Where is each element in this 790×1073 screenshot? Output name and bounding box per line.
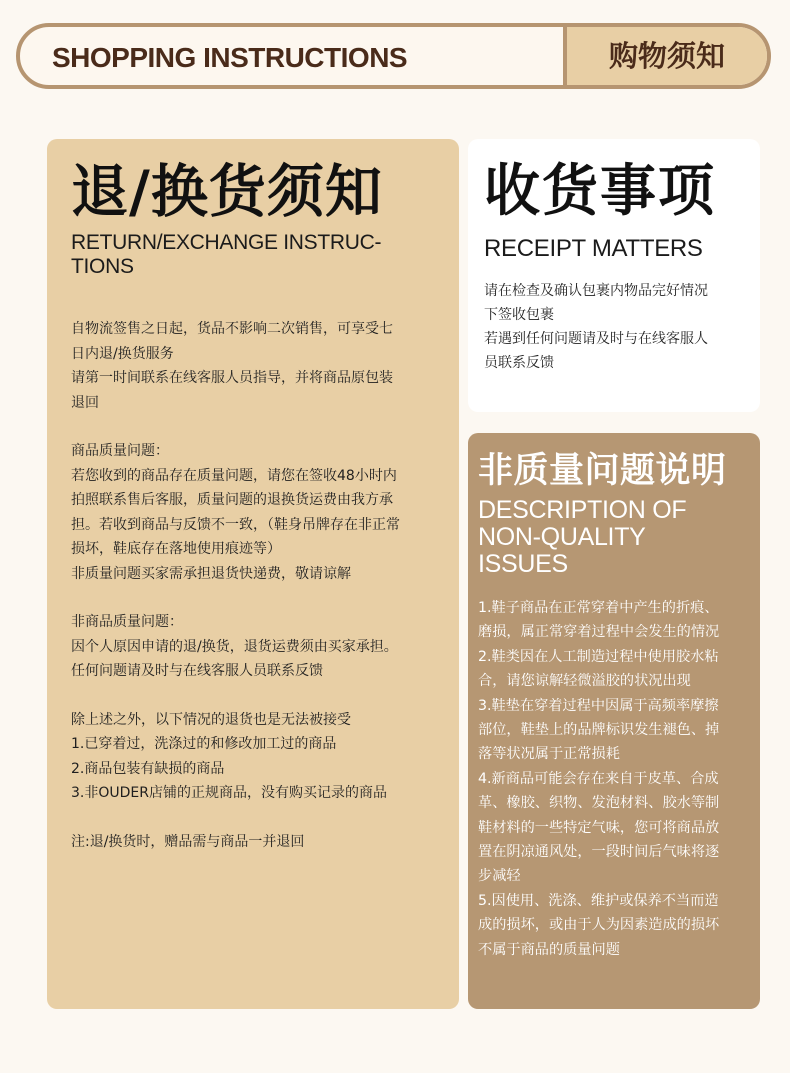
receipt-body: [484, 279, 746, 375]
policy-line: 1.已穿着过，洗涤过的和修改加工过的商品: [71, 736, 337, 752]
non-quality-line: 1.鞋子商品在正常穿着中产生的折痕、: [478, 600, 719, 616]
non-quality-line: 鞋材料的一些特定气味，您可将商品放: [478, 819, 720, 836]
policy-line: 若您收到的商品存在质量问题，请您在签收48小时内: [71, 467, 397, 484]
receipt-title-en: RECEIPT MATTERS: [484, 235, 703, 262]
return-exchange-card: [47, 139, 459, 1009]
non-quality-line: 革、橡胶、织物、发泡材料、胶水等制: [478, 795, 720, 812]
policy-line: 因个人原因申请的退/换货，退货运费须由买家承担。: [71, 638, 398, 655]
policy-paragraph: [71, 317, 437, 415]
non-quality-line: 5.因使用、洗涤、维护或保养不当而造: [478, 892, 719, 909]
non-quality-card: [468, 433, 760, 1009]
policy-line: 请第一时间联系在线客服人员指导，并将商品原包装: [71, 370, 393, 386]
policy-line: 除上述之外，以下情况的退货也是无法被接受: [71, 711, 351, 728]
non-quality-title-cn: 非质量问题说明: [478, 451, 727, 491]
receipt-title-cn: 收货事项: [484, 159, 716, 224]
receipt-card: [468, 139, 760, 412]
policy-line: 注:退/换货时，赠品需与商品一并退回: [71, 833, 305, 850]
non-quality-line: 步减轻: [478, 868, 521, 885]
non-quality-body: [478, 596, 752, 962]
non-quality-line: 合，请您谅解轻微溢胶的状况出现: [478, 673, 691, 690]
policy-line: 非商品质量问题：: [71, 614, 183, 630]
non-quality-line: 不属于商品的质量问题: [478, 941, 620, 958]
non-quality-line: 成的损坏，或由于人为因素造成的损坏: [478, 917, 720, 934]
exclusions-paragraph: [71, 708, 437, 806]
non-quality-issue-paragraph: [71, 610, 437, 684]
note-paragraph: [71, 830, 437, 855]
policy-line: 拍照联系售后客服，质量问题的退换货运费由我方承: [71, 492, 393, 508]
policy-line: 担。若收到商品与反馈不一致，（鞋身吊牌存在非正常: [71, 516, 400, 533]
policy-line: 非质量问题买家需承担退货快递费，敬请谅解: [71, 565, 351, 582]
receipt-line: 员联系反馈: [484, 355, 554, 371]
non-quality-line: 部位，鞋垫上的品牌标识发生褪色、掉: [478, 722, 720, 739]
non-quality-line: 落等状况属于正常损耗: [478, 746, 620, 763]
non-quality-line: 4.新商品可能会存在来自于皮革、合成: [478, 770, 719, 787]
non-quality-line: 2.鞋类因在人工制造过程中使用胶水粘: [478, 648, 719, 665]
return-exchange-title-en: RETURN/EXCHANGE INSTRUC- TIONS: [71, 231, 382, 278]
non-quality-line: 3.鞋垫在穿着过程中因属于高频率摩擦: [478, 697, 719, 714]
non-quality-line: 磨损，属正常穿着过程中会发生的情况: [478, 624, 720, 641]
banner-title-cn: 购物须知: [563, 27, 767, 85]
policy-line: 日内退/换货服务: [71, 345, 174, 362]
non-quality-line: 置在阴凉通风处，一段时间后气味将逐: [478, 844, 720, 861]
policy-line: 退回: [71, 394, 99, 411]
policy-line: 2.商品包装有缺损的商品: [71, 760, 225, 777]
receipt-line: 若遇到任何问题请及时与在线客服人: [484, 331, 708, 347]
policy-line: 损坏，鞋底存在落地使用痕迹等）: [71, 541, 281, 557]
policy-line: 商品质量问题：: [71, 443, 169, 459]
return-exchange-body: [71, 317, 437, 854]
quality-issue-paragraph: [71, 439, 437, 586]
return-exchange-title-cn: 退/换货须知: [71, 159, 383, 225]
banner-title-en: SHOPPING INSTRUCTIONS: [52, 42, 408, 73]
policy-line: 3.非OUDER店铺的正规商品，没有购买记录的商品: [71, 785, 387, 801]
header-banner: [16, 23, 771, 89]
policy-line: 自物流签售之日起，货品不影响二次销售，可享受七: [71, 321, 393, 337]
policy-line: 任何问题请及时与在线客服人员联系反馈: [71, 663, 323, 679]
non-quality-title-en: DESCRIPTION OF NON-QUALITY ISSUES: [478, 496, 687, 578]
receipt-line: 请在检查及确认包裹内物品完好情况: [484, 283, 708, 299]
receipt-line: 下签收包裹: [484, 307, 554, 323]
